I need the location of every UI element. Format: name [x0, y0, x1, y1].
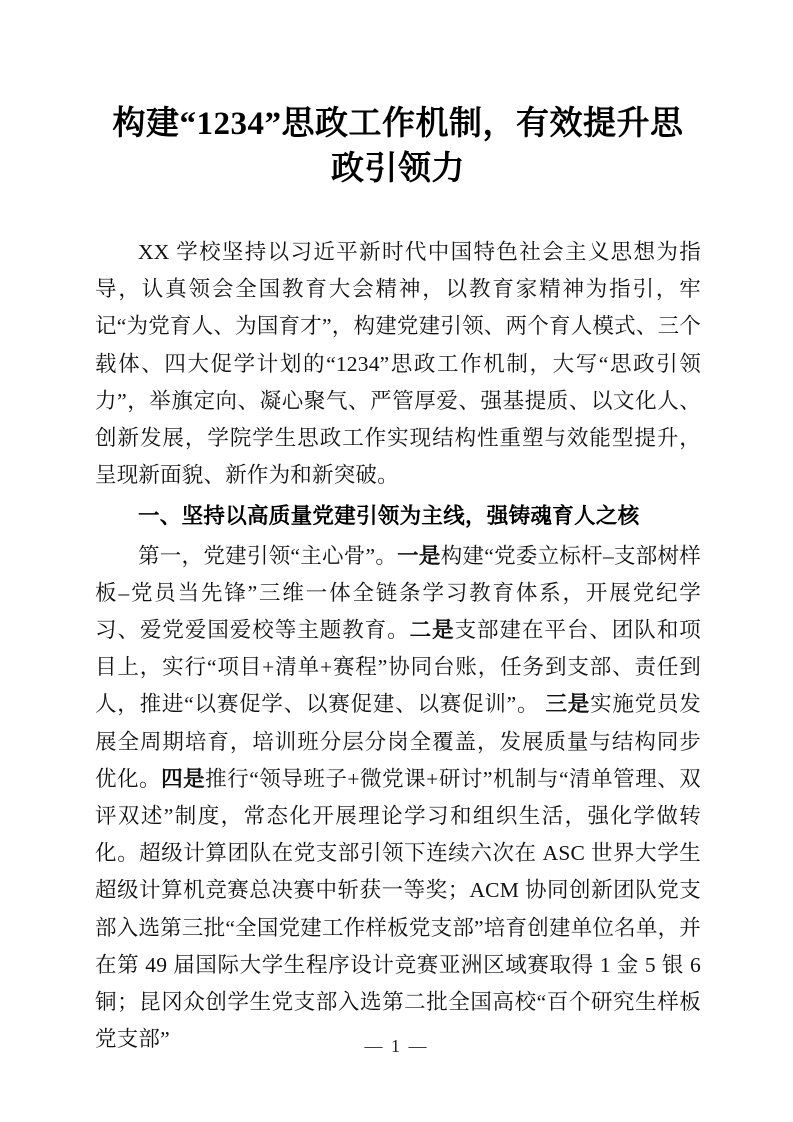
enumeration-marker-1: 一是: [397, 543, 441, 568]
section-heading-1: 一、坚持以高质量党建引领为主线，强铸魂育人之核: [138, 504, 640, 529]
section-1-text-part-3: 支部建在平台、团队和项目上，实行“项目+清单+赛程”协同台账，任务到支部、责任到人，推进“以赛促学、以赛促建、以赛促训”。: [95, 618, 702, 717]
section-1-paragraph: [95, 536, 701, 1059]
section-1-text-part-2: 构建“党委立标杆–支部树样板–党员当先锋”三维一体全链条学习教育体系，开展党纪学习、爱党爱国爱校等主题教育。: [95, 543, 702, 643]
enumeration-marker-2: 二是: [409, 618, 455, 643]
page-content: [95, 0, 701, 1058]
document-title-line-1: 构建“1234”思政工作机制，有效提升思: [112, 106, 684, 142]
section-1-text-part-1: 第一，党建引领“主心骨”。: [138, 543, 398, 568]
intro-paragraph: XX 学校坚持以习近平新时代中国特色社会主义思想为指导，认真领会全国教育大会精神，以教育家精神为指引，牢记“为党育人、为国育才”，构建党建引领、两个育人模式、三个载体、四大促学计划的“1234”思政工作机制，大写“思政引领力”，举旗定向、凝心聚气、严管厚爱、强基提质、以文化人、创新发展，学院学生思政工作实现结构性重塑与效能型提升，呈现新面貌、新作为和新突破。: [95, 240, 701, 488]
enumeration-marker-3: 三是: [545, 692, 591, 717]
section-1-text-part-4: 实施党员发展全周期培育，培训班分层分岗全覆盖，发展质量与结构同步优化。: [95, 692, 701, 791]
section-1-text-part-5: 推行“领导班子+微党课+研讨”机制与“清单管理、双评双述”制度，常态化开展理论学习和组织生活，强化学做转化。超级计算团队在党支部引领下连续六次在 ASC 世界大学生超级计算机竞赛总决赛中斩获一等奖；ACM 协同创新团队党支部入选第三批“全国党建工作样板党支部”培育创建单位名单，并在第 49 届国际大学生程序设计竞赛亚洲区域赛取得 1 金 5 银 6 铜；昆冈众创学生党支部入选第二批全国高校“百个研究生样板党支部”: [95, 766, 701, 1052]
document-title-line-2: 政引领力: [331, 151, 465, 187]
document-title: [95, 0, 701, 192]
page-footer: [0, 1036, 793, 1057]
enumeration-marker-4: 四是: [161, 766, 206, 791]
page-number: — 1 —: [364, 1036, 429, 1056]
